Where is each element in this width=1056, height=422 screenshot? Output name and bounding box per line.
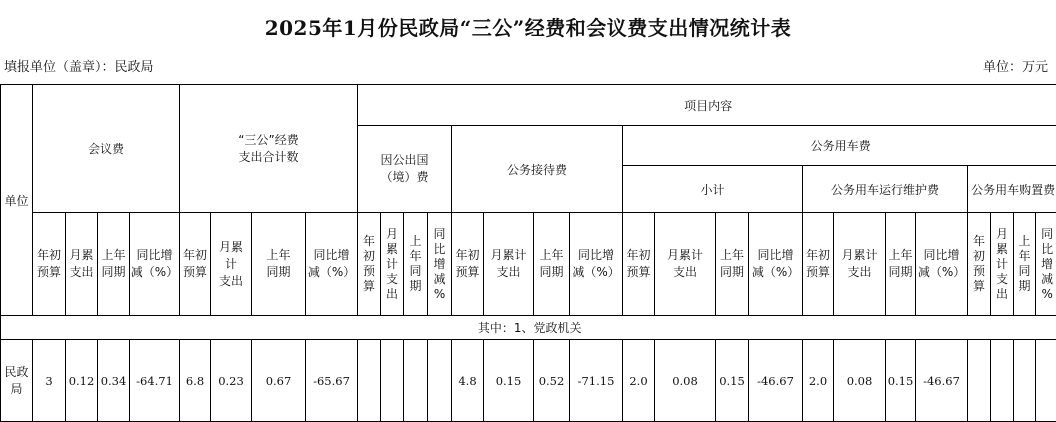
reception-last-year-header — [534, 213, 570, 316]
abroad-yoy-cell — [428, 340, 452, 422]
unit-name-cell — [1, 340, 33, 422]
abroad-yoy-header — [428, 213, 452, 316]
sangong-total-header — [180, 85, 358, 213]
expense-table — [0, 84, 1056, 422]
vehicle-purchase-header: 公务用车购置费 — [968, 166, 1056, 213]
sangong-yoy-cell: -65.67 — [306, 340, 358, 422]
operation-monthly-cell: 0.08 — [834, 340, 886, 422]
reception-last-year-cell: 0.52 — [534, 340, 570, 422]
project-content-header: 项目内容 — [358, 85, 1056, 126]
header-text: 同比增 — [570, 247, 622, 264]
header-text: 上 — [1014, 234, 1035, 249]
header-text: 减（%） — [306, 264, 357, 281]
header-text: 年初 — [33, 247, 65, 264]
abroad-header-line1: 因公出国 — [358, 152, 451, 169]
header-text: 累 — [991, 242, 1013, 257]
header-text: 上年 — [716, 247, 748, 264]
operation-yoy-cell: -46.67 — [916, 340, 968, 422]
reception-monthly-cell: 0.15 — [484, 340, 534, 422]
meeting-monthly-header — [66, 213, 98, 316]
operation-budget-cell: 2.0 — [803, 340, 834, 422]
cell-text: 民政 — [1, 364, 32, 381]
meeting-budget-cell: 3 — [33, 340, 66, 422]
header-text: 同 — [428, 227, 451, 242]
abroad-monthly-cell — [381, 340, 404, 422]
header-text: 计 — [991, 257, 1013, 272]
header-text: 年初 — [623, 247, 654, 264]
header-text: 年初 — [803, 247, 833, 264]
cell-text: 局 — [1, 381, 32, 398]
vehicle-fee-header: 公务用车费 — [623, 126, 1056, 166]
header-text: 支出 — [655, 264, 715, 281]
header-text: 上年 — [886, 247, 915, 264]
sangong-last-year-cell: 0.67 — [252, 340, 306, 422]
reception-monthly-header — [484, 213, 534, 316]
table-row — [1, 340, 1056, 422]
header-text: 累 — [381, 242, 403, 257]
header-text: 月 — [381, 227, 403, 242]
header-text: 比 — [1036, 242, 1056, 257]
header-text: 同比增 — [916, 247, 967, 264]
header-text: 计 — [211, 256, 251, 273]
sangong-header-line1: “三公”经费 — [180, 132, 357, 149]
currency-unit-label: 单位：万元 — [983, 56, 1048, 75]
section-label-row: 其中：1、党政机关 — [1, 316, 1056, 340]
header-text: 减（%） — [570, 264, 622, 281]
header-text: 年初 — [180, 247, 210, 264]
header-text: % — [428, 287, 451, 302]
subtotal-header: 小计 — [623, 166, 803, 213]
reception-budget-cell: 4.8 — [452, 340, 484, 422]
sangong-yoy-header — [306, 213, 358, 316]
subtotal-budget-cell: 2.0 — [623, 340, 655, 422]
header-text: 月累计 — [834, 247, 885, 264]
purchase-budget-header — [968, 213, 991, 316]
meeting-fee-header: 会议费 — [33, 85, 180, 213]
header-text: 增 — [1036, 257, 1056, 272]
purchase-last-year-cell — [1014, 340, 1036, 422]
header-text: 月 — [991, 227, 1013, 242]
subtotal-yoy-cell: -46.67 — [749, 340, 803, 422]
header-text: 同 — [1036, 227, 1056, 242]
abroad-header-line2: （境）费 — [358, 169, 451, 186]
vehicle-operation-header: 公务用车运行维护费 — [803, 166, 968, 213]
sangong-monthly-cell: 0.23 — [211, 340, 252, 422]
header-text: 同比增 — [306, 247, 357, 264]
header-text: 减（%） — [130, 264, 179, 281]
header-text: 支出 — [211, 273, 251, 290]
operation-budget-header — [803, 213, 834, 316]
operation-last-year-cell: 0.15 — [886, 340, 916, 422]
sangong-monthly-header — [211, 213, 252, 316]
header-text: 预算 — [33, 264, 65, 281]
purchase-budget-cell — [968, 340, 991, 422]
header-text: 期 — [1014, 279, 1035, 294]
header-text: 预 — [968, 264, 990, 279]
purchase-yoy-header — [1036, 213, 1056, 316]
abroad-monthly-header — [381, 213, 404, 316]
filing-unit-label: 填报单位（盖章）：民政局 — [4, 56, 154, 75]
header-text: 增 — [428, 257, 451, 272]
sangong-header-line2: 支出合计数 — [180, 149, 357, 166]
sangong-budget-header — [180, 213, 211, 316]
header-text: 同期 — [98, 264, 129, 281]
header-text: 支出 — [834, 264, 885, 281]
purchase-yoy-cell — [1036, 340, 1056, 422]
purchase-monthly-header — [991, 213, 1014, 316]
header-text: 算 — [968, 279, 990, 294]
header-text: 年 — [404, 249, 427, 264]
header-text: 减（%） — [916, 264, 967, 281]
header-text: 初 — [968, 249, 990, 264]
abroad-last-year-header — [404, 213, 428, 316]
header-text: 年初 — [452, 247, 483, 264]
header-text: 支 — [381, 272, 403, 287]
header-text: 月累计 — [655, 247, 715, 264]
operation-last-year-header — [886, 213, 916, 316]
meeting-yoy-cell: -64.71 — [130, 340, 180, 422]
subtotal-monthly-cell: 0.08 — [655, 340, 716, 422]
meeting-yoy-header — [130, 213, 180, 316]
reception-yoy-cell: -71.15 — [570, 340, 623, 422]
operation-monthly-header — [834, 213, 886, 316]
subtotal-budget-header — [623, 213, 655, 316]
header-text: 预算 — [180, 264, 210, 281]
header-text: 支出 — [484, 264, 533, 281]
reception-budget-header — [452, 213, 484, 316]
header-text: 出 — [991, 287, 1013, 302]
header-text: 年 — [358, 234, 380, 249]
header-text: 上 — [404, 234, 427, 249]
abroad-fee-header — [358, 126, 452, 213]
header-text: 算 — [358, 279, 380, 294]
header-text: 同期 — [716, 264, 748, 281]
header-text: 支出 — [66, 264, 97, 281]
abroad-budget-header — [358, 213, 381, 316]
header-text: 出 — [381, 287, 403, 302]
header-text: 月累计 — [484, 247, 533, 264]
header-text: 预算 — [803, 264, 833, 281]
header-text: 上年 — [252, 247, 305, 264]
header-text: 计 — [381, 257, 403, 272]
abroad-last-year-cell — [404, 340, 428, 422]
header-text: 同比增 — [130, 247, 179, 264]
subtotal-monthly-header — [655, 213, 716, 316]
operation-yoy-header — [916, 213, 968, 316]
header-text: 月累 — [66, 247, 97, 264]
header-text: 同期 — [534, 264, 569, 281]
sangong-last-year-header — [252, 213, 306, 316]
header-text: 同期 — [886, 264, 915, 281]
header-text: 减 — [1036, 272, 1056, 287]
header-text: 预算 — [452, 264, 483, 281]
subtotal-last-year-header — [716, 213, 749, 316]
header-text: 年 — [968, 234, 990, 249]
meeting-budget-header — [33, 213, 66, 316]
header-text: % — [1036, 287, 1056, 302]
purchase-monthly-cell — [991, 340, 1014, 422]
reception-fee-header: 公务接待费 — [452, 126, 623, 213]
header-text: 减 — [428, 272, 451, 287]
header-text: 上年 — [98, 247, 129, 264]
header-text: 比 — [428, 242, 451, 257]
header-text: 同期 — [252, 264, 305, 281]
meeting-last-year-header — [98, 213, 130, 316]
purchase-last-year-header — [1014, 213, 1036, 316]
header-text: 减（%） — [749, 264, 802, 281]
meeting-monthly-cell: 0.12 — [66, 340, 98, 422]
header-text: 预 — [358, 264, 380, 279]
header-text: 年 — [1014, 249, 1035, 264]
header-text: 期 — [404, 279, 427, 294]
header-text: 上年 — [534, 247, 569, 264]
subtotal-yoy-header — [749, 213, 803, 316]
header-text: 同 — [404, 264, 427, 279]
subtotal-last-year-cell: 0.15 — [716, 340, 749, 422]
header-text: 同比增 — [749, 247, 802, 264]
meeting-last-year-cell: 0.34 — [98, 340, 130, 422]
header-text: 支 — [991, 272, 1013, 287]
header-text: 月累 — [211, 239, 251, 256]
document-title: 2025年1月份民政局“三公”经费和会议费支出情况统计表 — [0, 12, 1056, 41]
sangong-budget-cell: 6.8 — [180, 340, 211, 422]
reception-yoy-header — [570, 213, 623, 316]
header-text: 预算 — [623, 264, 654, 281]
header-text: 初 — [358, 249, 380, 264]
header-text: 同 — [1014, 264, 1035, 279]
abroad-budget-cell — [358, 340, 381, 422]
unit-column-header: 单位 — [1, 85, 33, 316]
